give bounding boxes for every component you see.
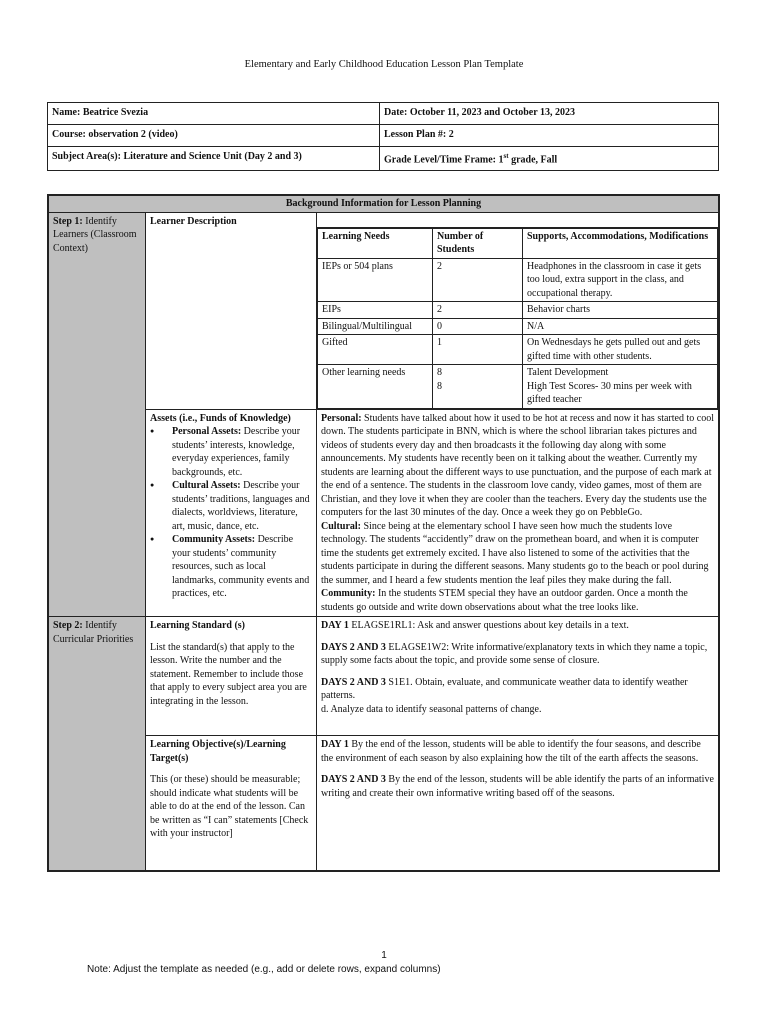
- step1-cell: [48, 212, 146, 617]
- support-cell: Headphones in the classroom in case it gets too loud, extra support in the class, and occupational therapy.: [523, 258, 718, 302]
- community-text: In the students STEM special they have an outdoor garden. Once a month the students go outside and write down observations about what the tree looks like.: [321, 588, 688, 613]
- needs-header: Learning Needs: [318, 228, 433, 258]
- learning-standard-description: List the standard(s) that apply to the lesson. Write the number and the statement. Remember to include those that apply to every subject area you are integrating in the lesson.: [150, 641, 307, 707]
- cultural-paragraph: [321, 520, 714, 588]
- step1-label: Step 1:: [53, 215, 83, 227]
- support-cell: Behavior charts: [523, 302, 718, 319]
- cultural-text: Since being at the elementary school I have seen how much the students love technology. The students “accidently” draw on the promethean board, and when it is computer time the students get extremely excited. I have also listened to some of the activities that the students participate in during the different seasons. Many students go to the beach or pool during the summer, and I heard a few students mention the leaf piles they make during the fall.: [321, 520, 709, 586]
- day-label: DAYS 2 AND 3: [321, 774, 386, 785]
- name-cell: Name: Beatrice Svezia: [48, 103, 380, 125]
- assets-title: Assets (i.e., Funds of Knowledge): [150, 412, 291, 424]
- footer-note: Note: Adjust the template as needed (e.g., add or delete rows, expand columns): [87, 964, 441, 975]
- count-cell: 1: [433, 335, 523, 365]
- learner-description-label: Learner Description: [146, 212, 317, 409]
- standard-text: ELAGSE1RL1: Ask and answer questions about key details in a text.: [348, 620, 629, 631]
- standard-day2-science: [321, 676, 714, 703]
- objective-text: By the end of the lesson, students will be able to identify the four seasons, and describe the environment of each season by also explaining how the tilt of the earth affects the seasons.: [321, 739, 701, 764]
- count-cell: 0: [433, 318, 523, 335]
- asset-text: Describe your students’ interests, knowledge, everyday experiences, family backgrounds, etc.: [172, 426, 301, 478]
- asset-label: Personal Assets:: [172, 426, 242, 437]
- blank-row: [317, 213, 718, 228]
- grade-cell: [380, 147, 719, 171]
- list-item: [172, 479, 312, 533]
- count-cell: 8 8: [433, 365, 523, 409]
- need-cell: IEPs or 504 plans: [318, 258, 433, 302]
- standard-day2-writing: [321, 641, 714, 668]
- page-number: 1: [381, 950, 387, 961]
- need-cell: Gifted: [318, 335, 433, 365]
- background-header: Background Information for Lesson Planning: [48, 195, 719, 212]
- objective-text: By the end of the lesson, students will be able identify the parts of an informative writing and create their own informative writing based off of the seasons.: [321, 774, 714, 799]
- document-title: Elementary and Early Childhood Education Lesson Plan Template: [244, 59, 524, 70]
- learning-objective-description: This (or these) should be measurable; should indicate what students will be able to do at the end of the lesson. Can be written as “I can” statements [Check with your instructor]: [150, 774, 309, 839]
- standard-sub-item: d. Analyze data to identify seasonal patterns of change.: [321, 703, 542, 715]
- cultural-label: Cultural:: [321, 520, 361, 532]
- community-paragraph: [321, 587, 714, 614]
- lesson-plan-cell: Lesson Plan #: 2: [380, 125, 719, 147]
- count-cell: 2: [433, 258, 523, 302]
- date-cell: Date: October 11, 2023 and October 13, 2023: [380, 103, 719, 125]
- learning-objective-cell: [146, 736, 317, 872]
- assets-list: [150, 425, 312, 601]
- support-cell: On Wednesdays he gets pulled out and gets gifted time with other students.: [523, 335, 718, 365]
- asset-label: Community Assets:: [172, 534, 256, 545]
- standards-content-cell: [317, 617, 720, 736]
- need-cell: Bilingual/Multilingual: [318, 318, 433, 335]
- list-item: [172, 533, 312, 601]
- objective-day1: [321, 738, 714, 765]
- learning-objective-title: Learning Objective(s)/Learning Target(s): [150, 739, 286, 764]
- course-cell: Course: observation 2 (video): [48, 125, 380, 147]
- personal-paragraph: [321, 412, 714, 520]
- grade-superscript: st: [503, 152, 509, 160]
- grade-prefix: Grade Level/Time Frame: 1: [384, 154, 504, 166]
- standard-text: S1E1. Obtain, evaluate, and communicate weather data to identify weather patterns.: [321, 676, 688, 701]
- supports-header: Supports, Accommodations, Modifications: [523, 228, 718, 258]
- support-cell: Talent Development High Test Scores- 30 mins per week with gifted teacher: [523, 365, 718, 409]
- asset-text: Describe your students’ community resources, such as local landmarks, community events and practices, etc.: [172, 534, 310, 599]
- day-label: DAYS 2 AND 3: [321, 641, 386, 653]
- objective-day2: [321, 773, 714, 800]
- learning-needs-table: [317, 228, 718, 409]
- asset-text: Describe your students’ traditions, languages and dialects, worldviews, literature, art, music, dance, etc.: [172, 480, 310, 532]
- community-label: Community:: [321, 588, 376, 599]
- asset-label: Cultural Assets:: [172, 480, 241, 491]
- subject-cell: Subject Area(s): Literature and Science Unit (Day 2 and 3): [48, 147, 380, 171]
- background-table: [47, 194, 720, 872]
- learning-standard-title: Learning Standard (s): [150, 620, 246, 631]
- assets-cell: [146, 409, 317, 617]
- need-cell: EIPs: [318, 302, 433, 319]
- grade-suffix: grade, Fall: [508, 154, 558, 166]
- day-label: DAY 1: [321, 620, 349, 631]
- step1-text: Identify Learners (Classroom Context): [53, 215, 137, 254]
- list-item: [172, 425, 312, 479]
- personal-label: Personal:: [321, 412, 362, 424]
- standard-text: ELAGSE1W2: Write informative/explanatory texts in which they name a topic, supply some facts about the topic, and provide some sense of closure.: [321, 641, 708, 666]
- learning-needs-cell: [317, 212, 720, 409]
- need-cell: Other learning needs: [318, 365, 433, 409]
- step2-cell: [48, 617, 146, 872]
- objectives-content-cell: [317, 736, 720, 872]
- count-header: Number of Students: [433, 228, 523, 258]
- count-cell: 2: [433, 302, 523, 319]
- step2-text: Identify Curricular Priorities: [53, 620, 134, 645]
- support-cell: N/A: [523, 318, 718, 335]
- lesson-info-table: [47, 102, 719, 171]
- learning-standard-cell: [146, 617, 317, 736]
- personal-text: Students have talked about how it used to be hot at recess and now it has started to cool down. The students participate in BNN, which is where the school librarian takes pictures and videos of students every day and then broadcasts it the following day along with some announcements. My students have recently been on it talking about the weather. Currently my students are learning about the different ways to use punctuation, and the purpose of each mark at the end of a sentence. The students in the classroom love candy, video games, most of them are Christian, and they love it when they are cooler than the teachers. Every day the students use the computers for the last 30 minutes of the day. Once a week they go on PebbleGo.: [321, 412, 714, 518]
- standard-day1: [321, 619, 714, 633]
- assets-description-cell: [317, 409, 720, 617]
- step2-label: Step 2:: [53, 620, 83, 631]
- day-label: DAYS 2 AND 3: [321, 676, 386, 688]
- day-label: DAY 1: [321, 739, 349, 750]
